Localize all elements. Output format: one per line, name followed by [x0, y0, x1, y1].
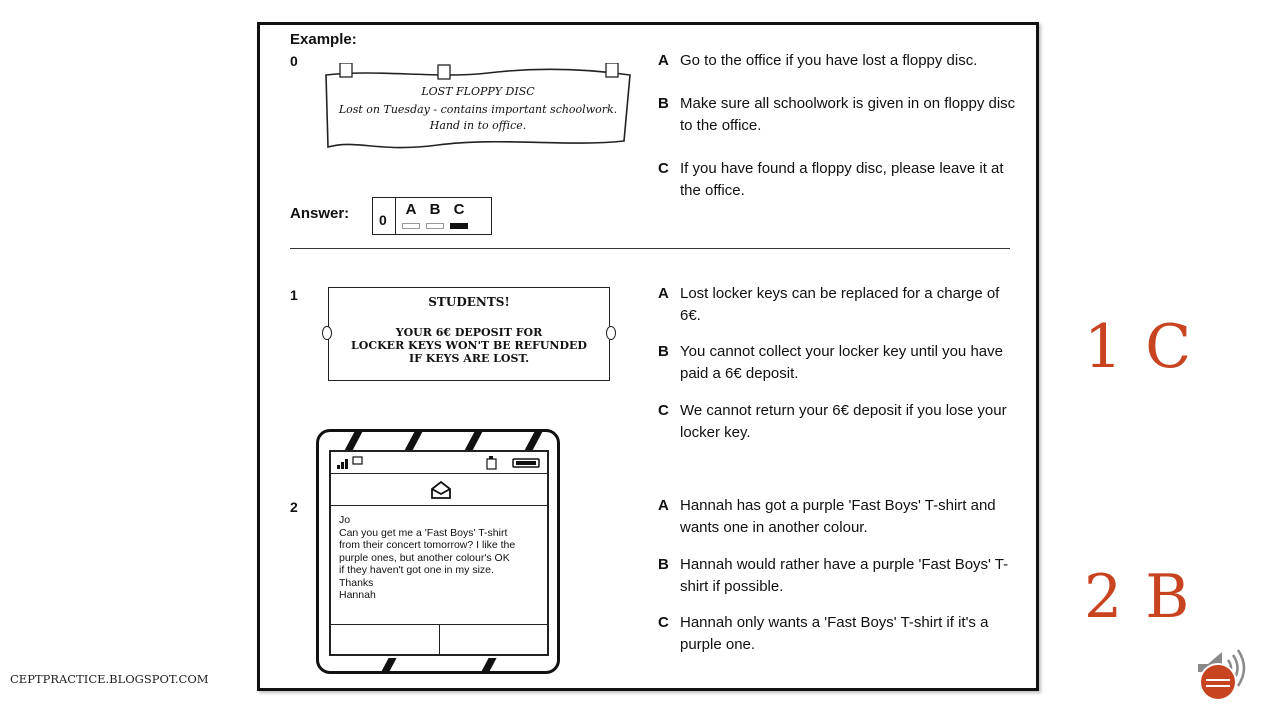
option-letter: C [658, 402, 669, 419]
question1-option-a[interactable] [658, 283, 1018, 327]
option-letter: B [658, 95, 669, 112]
answer-slot-c-marked[interactable] [450, 223, 468, 229]
message-line3: purple ones, but another colour's OK [339, 551, 510, 564]
signal-icon [337, 456, 367, 470]
softkey-divider [439, 625, 440, 654]
answer-note-1: 1 C [1084, 312, 1194, 382]
question2-number: 2 [290, 499, 298, 515]
option-text: We cannot return your 6€ deposit if you lose your locker key. [680, 402, 1007, 441]
option-text: Hannah would rather have a purple 'Fast Boys' T-shirt if possible. [680, 556, 1009, 595]
notice1-line1: YOUR 6€ DEPOSIT FOR [395, 326, 543, 339]
option-letter: C [658, 614, 669, 631]
question1-option-b[interactable] [658, 341, 1018, 385]
notice1-line3: IF KEYS ARE LOST. [408, 352, 530, 365]
footer-credit: CEPTPRACTICE.BLOGSPOT.COM [10, 672, 209, 686]
answer-choice-a: A [405, 201, 417, 218]
notice1-title: STUDENTS! [428, 295, 510, 309]
example-option-c[interactable] [658, 158, 1018, 202]
option-letter: A [658, 285, 669, 302]
answer-number: 0 [379, 212, 387, 228]
example-option-b[interactable] [658, 93, 1018, 137]
question2-option-c[interactable] [658, 612, 1018, 656]
phone-stripe [369, 658, 396, 674]
example-option-a[interactable] [658, 50, 1018, 72]
option-letter: A [658, 52, 669, 69]
exam-sheet [257, 22, 1039, 691]
message-header [331, 474, 547, 506]
message-line2: from their concert tomorrow? I like the [339, 539, 516, 551]
option-letter: B [658, 343, 669, 360]
option-text: You cannot collect your locker key until you have paid a 6€ deposit. [680, 343, 1003, 382]
message-signature: Hannah [339, 589, 376, 601]
answer-divider [395, 198, 396, 234]
message-greeting: Jo [339, 514, 351, 526]
option-text: Hannah has got a purple 'Fast Boys' T-shirt and wants one in another colour. [680, 497, 996, 536]
locker-notice [328, 287, 610, 381]
notice0-line2: Hand in to office. [429, 119, 527, 132]
option-letter: A [658, 497, 669, 514]
phone-softkeys[interactable] [331, 624, 547, 654]
section-divider [290, 248, 1010, 249]
speaker-icon[interactable] [1192, 634, 1254, 702]
phone-stripe [469, 658, 496, 674]
option-letter: C [658, 160, 669, 177]
mobile-phone [316, 429, 560, 674]
envelope-icon[interactable] [429, 479, 453, 501]
answer-label: Answer: [290, 205, 350, 222]
lost-floppy-notice [318, 63, 638, 153]
notice0-title: LOST FLOPPY DISC [421, 85, 535, 98]
option-text: Lost locker keys can be replaced for a charge of 6€. [680, 285, 1000, 324]
question1-option-c[interactable] [658, 400, 1018, 444]
notice1-line2: LOCKER KEYS WON'T BE REFUNDED [351, 339, 587, 352]
option-text: Make sure all schoolwork is given in on floppy disc to the office. [680, 95, 1016, 134]
option-text: Hannah only wants a 'Fast Boys' T-shirt if it's a purple one. [680, 614, 989, 653]
example-heading: Example: [290, 31, 357, 48]
text-message [339, 514, 545, 602]
example-number: 0 [290, 53, 298, 69]
answer-box [372, 197, 492, 235]
answer-slot-a[interactable] [402, 223, 420, 229]
message-line4: if they haven't got one in my size. [339, 564, 494, 576]
option-text: Go to the office if you have lost a floppy disc. [680, 52, 978, 69]
option-letter: B [658, 556, 669, 573]
battery-icon [485, 456, 545, 470]
question2-option-a[interactable] [658, 495, 1018, 539]
answer-choice-c: C [453, 201, 465, 218]
answer-slot-b[interactable] [426, 223, 444, 229]
question2-option-b[interactable] [658, 554, 1018, 598]
option-text: If you have found a floppy disc, please leave it at the office. [680, 160, 1004, 199]
phone-screen [329, 450, 549, 656]
message-line5: Thanks [339, 576, 374, 589]
phone-status-bar [331, 452, 547, 474]
answer-note-2: 2 B [1084, 562, 1192, 632]
message-line1: Can you get me a 'Fast Boys' T-shirt [339, 526, 508, 539]
notice0-line1: Lost on Tuesday - contains important schoolwork. [338, 103, 618, 116]
answer-choice-b: B [429, 201, 441, 218]
question1-number: 1 [290, 287, 298, 303]
